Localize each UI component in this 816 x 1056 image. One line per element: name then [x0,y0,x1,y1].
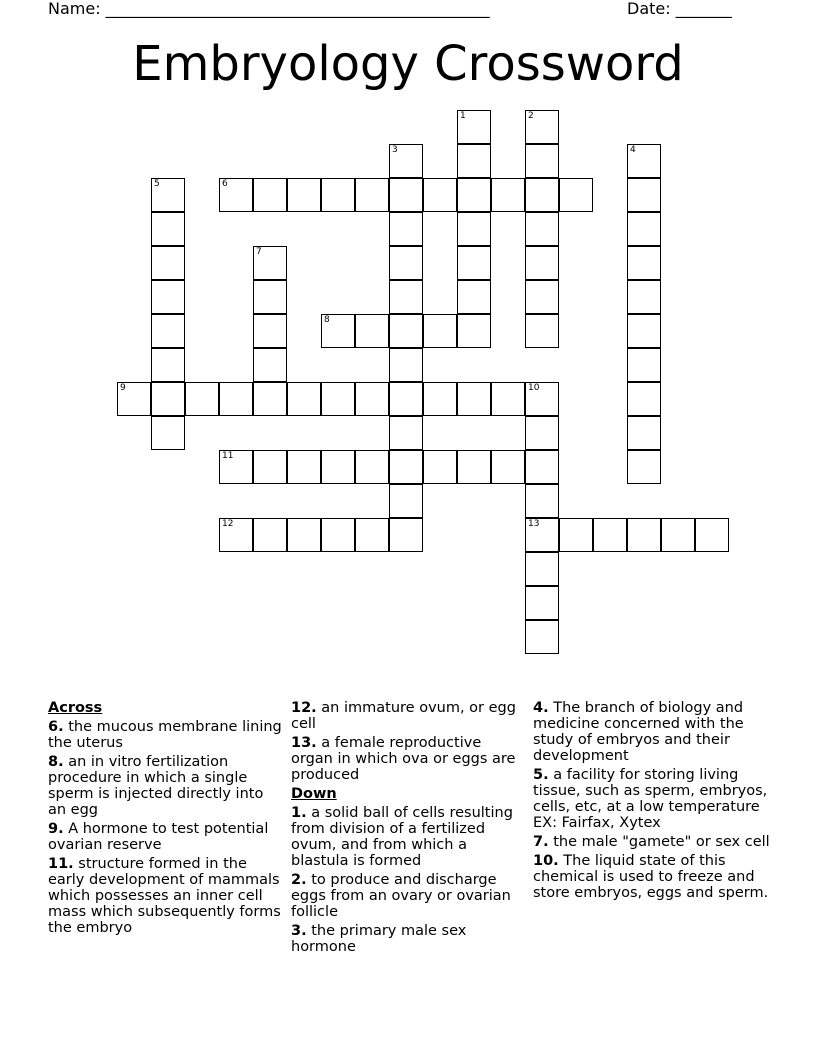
cell-number: 5 [154,179,160,189]
cell-number: 2 [528,111,534,121]
clue-number: 4. [533,700,549,716]
name-field-line: Name: ________________________________________________ [48,0,490,18]
grid-cell[interactable] [253,450,287,484]
grid-cell[interactable] [151,246,185,280]
cell-number: 6 [222,179,228,189]
grid-cell[interactable] [593,518,627,552]
clue-text: a solid ball of cells resulting from division of a fertilized ovum, and from which a blastula is formed [291,805,513,869]
clue-text: the primary male sex hormone [291,923,467,955]
grid-cell[interactable] [355,450,389,484]
grid-cell[interactable] [151,382,185,416]
grid-cell[interactable] [695,518,729,552]
grid-cell[interactable] [355,382,389,416]
grid-cell[interactable] [559,518,593,552]
clue-number: 13. [291,735,317,751]
clue-text: The liquid state of this chemical is used to freeze and store embryos, eggs and sperm. [533,853,769,901]
grid-cell[interactable] [627,382,661,416]
grid-cell[interactable] [627,518,661,552]
cell-number: 7 [256,247,262,257]
clue-text: an immature ovum, or egg cell [291,700,516,732]
grid-cell[interactable] [219,450,253,484]
grid-cell[interactable] [151,178,185,212]
cell-number: 13 [528,519,540,529]
grid-cell[interactable] [423,314,457,348]
clue-down-7 [533,834,773,850]
grid-cell[interactable] [423,382,457,416]
grid-cell[interactable] [253,348,287,382]
grid-cell[interactable] [389,348,423,382]
down-heading: Down [291,786,337,802]
grid-cell[interactable] [525,246,559,280]
clue-number: 2. [291,872,307,888]
clue-text: The branch of biology and medicine concerned with the study of embryos and their development [533,700,744,764]
clue-number: 8. [48,754,64,770]
grid-cell[interactable] [253,518,287,552]
grid-cell[interactable] [457,110,491,144]
clue-text: a facility for storing living tissue, such as sperm, embryos, cells, etc, at a low temperature EX: Fairfax, Xytex [533,767,768,831]
grid-cell[interactable] [321,178,355,212]
grid-cell[interactable] [253,178,287,212]
cell-number: 8 [324,315,330,325]
grid-cell[interactable] [389,484,423,518]
clue-number: 6. [48,719,64,735]
page-title: Embryology Crossword [132,36,684,92]
grid-cell[interactable] [355,178,389,212]
grid-cell[interactable] [389,246,423,280]
grid-cell[interactable] [321,382,355,416]
clue-across-11 [48,856,283,936]
clue-across-9 [48,821,283,853]
grid-cell[interactable] [253,314,287,348]
cell-number: 10 [528,383,540,393]
grid-cell[interactable] [627,416,661,450]
grid-cell[interactable] [525,178,559,212]
clue-number: 3. [291,923,307,939]
cell-number: 12 [222,519,234,529]
grid-cell[interactable] [355,518,389,552]
grid-cell[interactable] [627,144,661,178]
grid-cell[interactable] [491,178,525,212]
grid-cell[interactable] [457,280,491,314]
grid-cell[interactable] [389,518,423,552]
grid-cell[interactable] [151,212,185,246]
grid-cell[interactable] [151,416,185,450]
grid-cell[interactable] [525,518,559,552]
clue-across-13 [291,735,521,783]
grid-cell[interactable] [525,212,559,246]
clue-text: an in vitro fertilization procedure in which a single sperm is injected directly into an egg [48,754,264,818]
grid-cell[interactable] [389,178,423,212]
grid-cell[interactable] [525,280,559,314]
grid-cell[interactable] [287,382,321,416]
clue-number: 9. [48,821,64,837]
clue-down-3 [291,923,521,955]
grid-cell[interactable] [525,416,559,450]
clue-text: the male "gamete" or sex cell [553,834,770,850]
grid-cell[interactable] [627,280,661,314]
grid-cell[interactable] [389,416,423,450]
grid-cell[interactable] [627,450,661,484]
grid-cell[interactable] [185,382,219,416]
grid-cell[interactable] [389,212,423,246]
grid-cell[interactable] [457,246,491,280]
clue-text: a female reproductive organ in which ova or eggs are produced [291,735,516,783]
cell-number: 3 [392,145,398,155]
grid-cell[interactable] [389,314,423,348]
date-field-line: Date: _______ [627,0,732,18]
clue-text: structure formed in the early development of mammals which possesses an inner cell mass which subsequently forms the embryo [48,856,281,936]
clue-number: 1. [291,805,307,821]
grid-cell[interactable] [627,348,661,382]
grid-cell[interactable] [525,110,559,144]
grid-cell[interactable] [525,450,559,484]
grid-cell[interactable] [423,450,457,484]
grid-cell[interactable] [525,620,559,654]
grid-cell[interactable] [457,382,491,416]
grid-cell[interactable] [321,450,355,484]
clue-text: A hormone to test potential ovarian reserve [48,821,269,853]
clue-across-12 [291,700,521,732]
grid-cell[interactable] [253,246,287,280]
grid-cell[interactable] [627,246,661,280]
grid-cell[interactable] [525,484,559,518]
grid-cell[interactable] [525,314,559,348]
clue-down-10 [533,853,773,901]
grid-cell[interactable] [389,144,423,178]
clue-across-6 [48,719,283,751]
grid-cell[interactable] [321,518,355,552]
grid-cell[interactable] [219,382,253,416]
grid-cell[interactable] [389,280,423,314]
grid-cell[interactable] [457,144,491,178]
grid-cell[interactable] [287,450,321,484]
cell-number: 11 [222,451,234,461]
clue-number: 5. [533,767,549,783]
grid-cell[interactable] [389,382,423,416]
grid-cell[interactable] [253,382,287,416]
across-heading: Across [48,700,103,716]
grid-cell[interactable] [627,178,661,212]
grid-cell[interactable] [525,586,559,620]
grid-cell[interactable] [627,212,661,246]
grid-cell[interactable] [151,314,185,348]
clue-across-8 [48,754,283,818]
clue-text: the mucous membrane lining the uterus [48,719,282,751]
clue-down-1 [291,805,521,869]
grid-cell[interactable] [627,314,661,348]
grid-cell[interactable] [287,178,321,212]
cell-number: 9 [120,383,126,393]
cell-number: 4 [630,145,636,155]
clue-number: 12. [291,700,317,716]
clue-number: 7. [533,834,549,850]
grid-cell[interactable] [117,382,151,416]
grid-cell[interactable] [559,178,593,212]
clue-number: 11. [48,856,74,872]
grid-cell[interactable] [457,450,491,484]
grid-cell[interactable] [491,450,525,484]
clue-down-2 [291,872,521,920]
grid-cell[interactable] [219,178,253,212]
clues-column-2 [291,700,521,958]
grid-cell[interactable] [457,314,491,348]
grid-cell[interactable] [457,212,491,246]
grid-cell[interactable] [151,280,185,314]
grid-cell[interactable] [151,348,185,382]
grid-cell[interactable] [491,382,525,416]
grid-cell[interactable] [253,280,287,314]
cell-number: 1 [460,111,466,121]
clue-number: 10. [533,853,559,869]
grid-cell[interactable] [525,382,559,416]
grid-cell[interactable] [355,314,389,348]
grid-cell[interactable] [525,144,559,178]
clue-text: to produce and discharge eggs from an ovary or ovarian follicle [291,872,511,920]
clues-column-3 [533,700,773,904]
grid-cell[interactable] [457,178,491,212]
grid-cell[interactable] [525,552,559,586]
grid-cell[interactable] [321,314,355,348]
clue-down-5 [533,767,773,831]
clue-down-4 [533,700,773,764]
grid-cell[interactable] [219,518,253,552]
grid-cell[interactable] [661,518,695,552]
grid-cell[interactable] [389,450,423,484]
clues-column-1 [48,700,283,939]
grid-cell[interactable] [287,518,321,552]
grid-cell[interactable] [423,178,457,212]
